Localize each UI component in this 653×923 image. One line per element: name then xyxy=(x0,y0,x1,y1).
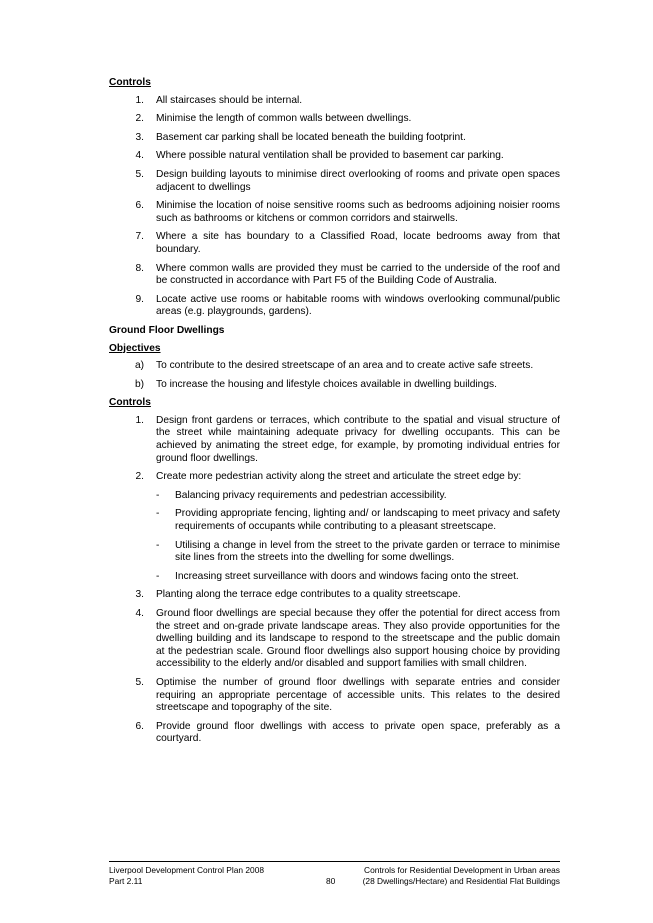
objectives-heading: Objectives xyxy=(109,342,161,354)
list-item xyxy=(109,200,560,225)
item-number: 8. xyxy=(135,262,144,274)
sub-list xyxy=(156,490,560,584)
page-number: 80 xyxy=(326,876,336,886)
list-item xyxy=(109,589,560,602)
dash-marker: - xyxy=(156,570,160,582)
controls-list-1 xyxy=(109,95,560,319)
list-item xyxy=(109,677,560,715)
item-text: Minimise the length of common walls between dwellings. xyxy=(156,113,412,125)
sub-item-text: Utilising a change in level from the street to the private garden or terrace to minimise site lines from the streets into the dwelling for some dwellings. xyxy=(175,539,560,564)
ground-floor-dwellings-heading: Ground Floor Dwellings xyxy=(109,324,225,336)
list-item xyxy=(109,132,560,145)
objectives-list xyxy=(109,360,560,391)
footer-section-title-line1: Controls for Residential Development in Urban areas xyxy=(364,865,560,875)
list-item xyxy=(109,169,560,194)
controls-heading-2: Controls xyxy=(109,397,151,409)
sub-item-text: Providing appropriate fencing, lighting and/ or landscaping to meet privacy and safety requirements of occupants while contributing to a pleasant streetscape. xyxy=(175,508,560,533)
sub-item-text: Balancing privacy requirements and pedestrian accessibility. xyxy=(175,489,447,501)
item-text: To increase the housing and lifestyle choices available in dwelling buildings. xyxy=(156,378,497,390)
dash-marker: - xyxy=(156,539,160,551)
item-text: Where possible natural ventilation shall be provided to basement car parking. xyxy=(156,150,504,162)
list-item xyxy=(109,113,560,126)
item-text: Design front gardens or terraces, which contribute to the spatial and visual structure of the street while maintaining adequate privacy for dwelling occupants. This can be achieved by animating the street edge, for example, by promoting individual entries for ground floor dwellings. xyxy=(156,414,560,464)
item-number: 2. xyxy=(135,471,144,483)
item-text: Create more pedestrian activity along the street and articulate the street edge by: xyxy=(156,471,522,483)
footer-document-title: Liverpool Development Control Plan 2008 xyxy=(109,865,265,875)
item-number: 1. xyxy=(135,414,144,426)
item-text: Planting along the terrace edge contributes to a quality streetscape. xyxy=(156,589,461,601)
list-item xyxy=(109,263,560,288)
item-text: Where common walls are provided they must be carried to the underside of the roof and be constructed in accordance with Part F5 of the Building Code of Australia. xyxy=(156,262,560,287)
item-number: 1. xyxy=(135,94,144,106)
list-item xyxy=(109,415,560,465)
dash-marker: - xyxy=(156,489,160,501)
item-text: Where a site has boundary to a Classified Road, locate bedrooms away from that boundary. xyxy=(156,231,560,255)
list-item xyxy=(109,608,560,671)
sub-list-item xyxy=(156,490,560,503)
item-number: 2. xyxy=(135,113,144,125)
controls-heading-1: Controls xyxy=(109,77,151,88)
sub-list-item xyxy=(156,540,560,565)
list-item xyxy=(109,471,560,583)
list-item xyxy=(109,379,560,392)
sub-list-item xyxy=(156,508,560,533)
item-number: 7. xyxy=(135,231,144,243)
list-item xyxy=(109,360,560,373)
list-item xyxy=(109,231,560,256)
page-content xyxy=(109,77,560,752)
item-text: Locate active use rooms or habitable rooms with windows overlooking communal/public areas (e.g. playgrounds, gardens). xyxy=(156,293,560,318)
footer-left xyxy=(109,865,264,887)
item-text: Basement car parking shall be located beneath the building footprint. xyxy=(156,131,466,143)
footer-right xyxy=(363,865,560,887)
dash-marker: - xyxy=(156,508,160,520)
item-number: 5. xyxy=(135,168,144,180)
item-letter: b) xyxy=(134,378,144,390)
item-number: 3. xyxy=(135,131,144,143)
page-footer xyxy=(109,861,560,886)
item-letter: a) xyxy=(134,360,144,372)
sub-item-text: Increasing street surveillance with doors and windows facing onto the street. xyxy=(175,570,519,582)
list-item xyxy=(109,150,560,163)
item-text: To contribute to the desired streetscape of an area and to create active safe streets. xyxy=(156,360,534,372)
item-number: 5. xyxy=(135,676,144,688)
list-item xyxy=(109,721,560,746)
item-text: Minimise the location of noise sensitive rooms such as bedrooms adjoining noisier rooms such as bathrooms or kitchens or common corridors and stairwells. xyxy=(156,200,560,224)
controls-list-2 xyxy=(109,415,560,746)
item-text: Optimise the number of ground floor dwellings with separate entries and consider requiring an appropriate percentage of accessible units. This relates to the desired streetscape and topography of the site. xyxy=(156,676,560,714)
item-body xyxy=(156,471,560,583)
item-number: 3. xyxy=(135,589,144,601)
item-number: 4. xyxy=(135,150,144,162)
item-number: 4. xyxy=(135,608,144,619)
item-number: 9. xyxy=(135,293,144,305)
sub-list-item xyxy=(156,571,560,584)
list-item xyxy=(109,294,560,319)
item-number: 6. xyxy=(135,200,144,212)
footer-section-title-line2: (28 Dwellings/Hectare) and Residential Flat Buildings xyxy=(362,876,560,886)
item-text: Design building layouts to minimise direct overlooking of rooms and private open spaces adjacent to dwellings xyxy=(156,168,560,193)
item-number: 6. xyxy=(135,720,144,732)
list-item xyxy=(109,95,560,108)
footer-part-number: Part 2.11 xyxy=(109,876,143,886)
item-text: All staircases should be internal. xyxy=(156,94,303,106)
item-text: Provide ground floor dwellings with access to private open space, preferably as a courtyard. xyxy=(156,720,560,745)
item-text: Ground floor dwellings are special because they offer the potential for direct access from the street and on-grade private landscape areas. They also provide opportunities for the dwelling building and its landscape to respond to the streetscape and the public domain at the pedestrian scale. Ground floor dwellings also support housing choice by providing accessibility to the elderly and/or disabled and support families with small children. xyxy=(156,608,560,670)
